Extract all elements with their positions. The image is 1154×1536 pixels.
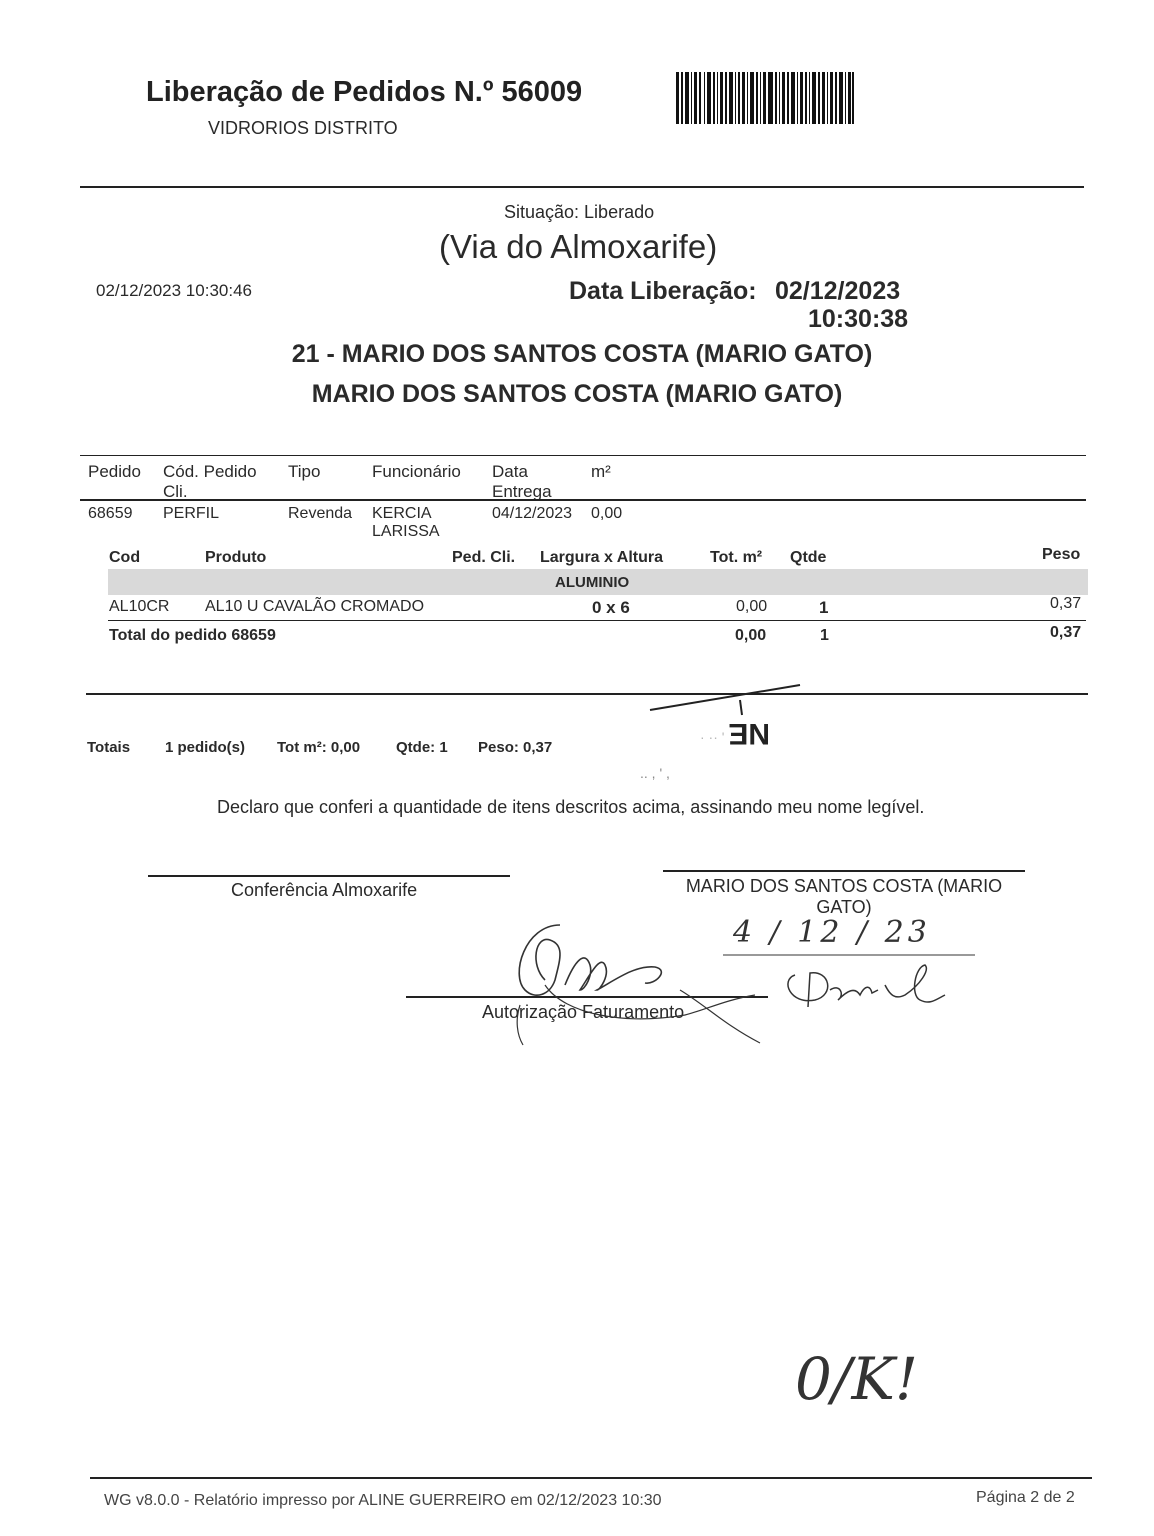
handwritten-ok: 0/K! [795,1345,919,1413]
footer-printed-by: WG v8.0.0 - Relatório impresso por ALINE GUERREIRO em 02/12/2023 10:30 [104,1492,662,1509]
copy-type: (Via do Almoxarife) [439,228,718,265]
client-signature-label: MARIO DOS SANTOS COSTA (MARIO GATO) [685,876,1003,917]
col-ped-cli: Ped. Cli. [452,549,516,566]
col-pedido: Pedido [88,462,141,481]
svg-text:.. , ' ,: .. , ' , [640,765,670,781]
col-cod: Cod [109,549,141,566]
handwritten-name [720,945,985,1015]
page-title: Liberação de Pedidos N.º 56009 [146,76,583,108]
col-m2: m² [591,462,611,481]
cell-cod: AL10CR [109,598,170,615]
total-label: Total do pedido 68659 [109,627,276,644]
signature-line-conferencia [148,875,510,877]
barcode [676,72,854,124]
svg-text:· ·· ': · ·· ' [700,729,725,745]
release-date-label: Data Liberação: [569,277,757,305]
svg-text:NE: NE [728,717,770,750]
col-peso: Peso [1042,546,1081,563]
situation-text: Situação: Liberado [504,202,655,222]
customer-name: 21 - MARIO DOS SANTOS COSTA (MARIO GATO) [291,340,873,368]
divider [86,693,1088,695]
signature-line-client [663,870,1025,872]
conferencia-label: Conferência Almoxarife [231,880,418,900]
cell-m2: 0,00 [591,505,623,522]
total-qtde: 1 [820,627,829,644]
release-date-value: 02/12/2023 [775,277,901,305]
col-funcionario: Funcionário [372,462,461,481]
cell-peso: 0,37 [1050,595,1082,612]
total-m2: 0,00 [735,627,767,644]
handwritten-date: 4 / 12 / 23 [733,915,931,950]
col-qtde: Qtde [790,549,827,566]
col-cod-pedido: Cód. Pedido Cli. [163,462,257,501]
col-tot-m2: Tot. m² [710,549,763,566]
header-rule [80,499,1086,501]
totals-pedidos: 1 pedido(s) [165,739,246,756]
cell-tipo: Revenda [288,505,353,522]
customer-alias: MARIO DOS SANTOS COSTA (MARIO GATO) [311,380,843,408]
page-number: Página 2 de 2 [976,1489,1075,1506]
autorizacao-label: Autorização Faturamento [482,1002,685,1022]
cell-cod-pedido: PERFIL [163,505,220,522]
cell-produto: AL10 U CAVALÃO CROMADO [205,598,425,615]
col-tipo: Tipo [288,462,321,481]
cell-data-entrega: 04/12/2023 [492,505,573,522]
company-name: VIDRORIOS DISTRITO [208,118,398,138]
table-top-rule [80,455,1086,456]
group-label: ALUMINIO [555,574,630,591]
entregue-stamp [620,660,830,790]
cell-tot-m2: 0,00 [736,598,768,615]
col-data-entrega: Data Entrega [492,462,552,501]
cell-funcionario: KERCIA LARISSA [372,505,440,540]
total-peso: 0,37 [1050,624,1082,641]
col-produto: Produto [205,549,267,566]
cell-qtde: 1 [819,598,829,617]
cell-largura-altura: 0 x 6 [592,598,630,617]
col-largura-altura: Largura x Altura [540,549,663,566]
totals-label: Totais [87,739,131,756]
totals-qtde: Qtde: 1 [396,739,448,756]
cell-pedido: 68659 [88,505,133,522]
total-rule [108,620,1086,621]
divider [80,186,1084,188]
release-time-value: 10:30:38 [808,305,909,333]
totals-peso: Peso: 0,37 [478,739,553,756]
declaration-text: Declaro que conferi a quantidade de itens descritos acima, assinando meu nome legível. [217,797,925,817]
printed-timestamp: 02/12/2023 10:30:46 [96,281,252,300]
footer-rule [90,1477,1092,1479]
totals-m2: Tot m²: 0,00 [277,739,361,756]
